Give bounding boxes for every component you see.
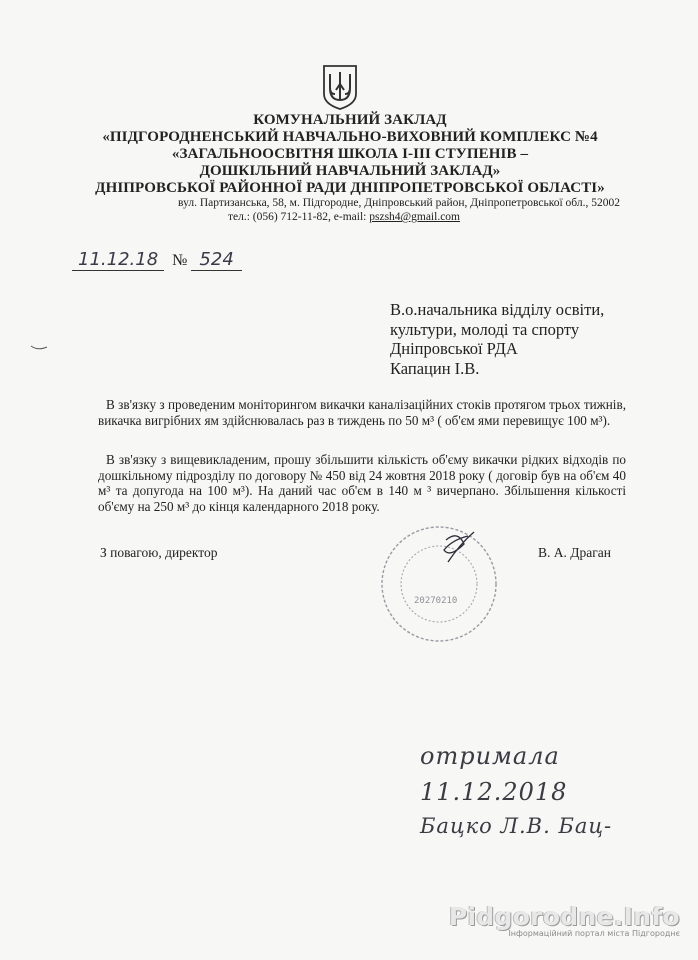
institution-name-line: «ЗАГАЛЬНООСВІТНЯ ШКОЛА І-ІІІ СТУПЕНІВ – — [171, 146, 529, 162]
institution-name-line: ДНІПРОВСЬКОЇ РАЙОННОЇ РАДИ ДНІПРОПЕТРОВСЬКОЇ ОБЛАСТІ» — [95, 180, 605, 196]
recipient-block — [390, 300, 604, 378]
letter-paragraph: В зв'язку з вищевикладеним, прошу збільшити кількість об'єму викачки рідких відходів по дошкільному підрозділу по договору № 450 від 24 жовтня 2018 року ( договір був на об'єм 40 м³ та допугода на 100 м³). На даний час об'єм в 140 м ³ вичерпано. Збільшення кількості об'єму на 250 м³ до кінця календарного 2018 року. — [98, 452, 626, 514]
registration-number: 524 — [191, 249, 241, 271]
registration-date: 11.12.18 — [72, 249, 164, 271]
received-note-line: отримала — [420, 742, 560, 770]
received-handwritten-note — [420, 742, 640, 842]
trident-coat-of-arms-icon — [322, 64, 358, 110]
institution-email[interactable]: pszsh4@gmail.com — [369, 211, 460, 223]
signatory-name: В. А. Драган — [538, 545, 611, 560]
recipient-line: В.о.начальника відділу освіти, — [390, 300, 605, 319]
letter-paragraph: В зв'язку з проведеним моніторингом викачки каналізаційних стоків протягом трьох тижнів, викачка вигрібних ям здійснювалась раз в тиждень по 50 м³ ( об'єм ями перевищує 100 м³). — [98, 397, 626, 428]
official-stamp-seal — [378, 522, 500, 642]
signature-closing: З повагою, директор — [100, 545, 218, 560]
watermark-title: Pidgorodne.Info — [448, 902, 680, 931]
institution-contacts — [120, 211, 460, 224]
recipient-line: Капацин І.В. — [390, 358, 480, 378]
registration-line — [72, 249, 242, 270]
institution-address: вул. Партизанська, 58, м. Підгородне, Дніпровський район, Дніпропетровської обл., 52002 — [178, 197, 620, 209]
site-watermark — [449, 902, 680, 938]
recipient-line: Дніпровської РДА — [390, 339, 518, 358]
institution-phone: тел.: (056) 712-11-82, e-mail: — [227, 211, 367, 223]
watermark-subtitle: Інформаційний портал міста Підгороднє — [508, 929, 680, 938]
margin-mark — [30, 344, 48, 352]
stamp-code: 20270210 — [414, 596, 458, 606]
received-note-signature: Бацко Л.В. Бац- — [420, 814, 613, 838]
received-note-date: 11.12.2018 — [420, 778, 568, 806]
recipient-line: культури, молоді та спорту — [390, 319, 580, 339]
registration-number-label: № — [172, 252, 188, 269]
institution-name-line: ДОШКІЛЬНИЙ НАВЧАЛЬНИЙ ЗАКЛАД» — [199, 163, 501, 179]
institution-name-line: «ПІДГОРОДНЕНСЬКИЙ НАВЧАЛЬНО-ВИХОВНИЙ КОМПЛЕКС №4 — [102, 129, 598, 145]
institution-type: КОМУНАЛЬНИЙ ЗАКЛАД — [253, 112, 447, 128]
